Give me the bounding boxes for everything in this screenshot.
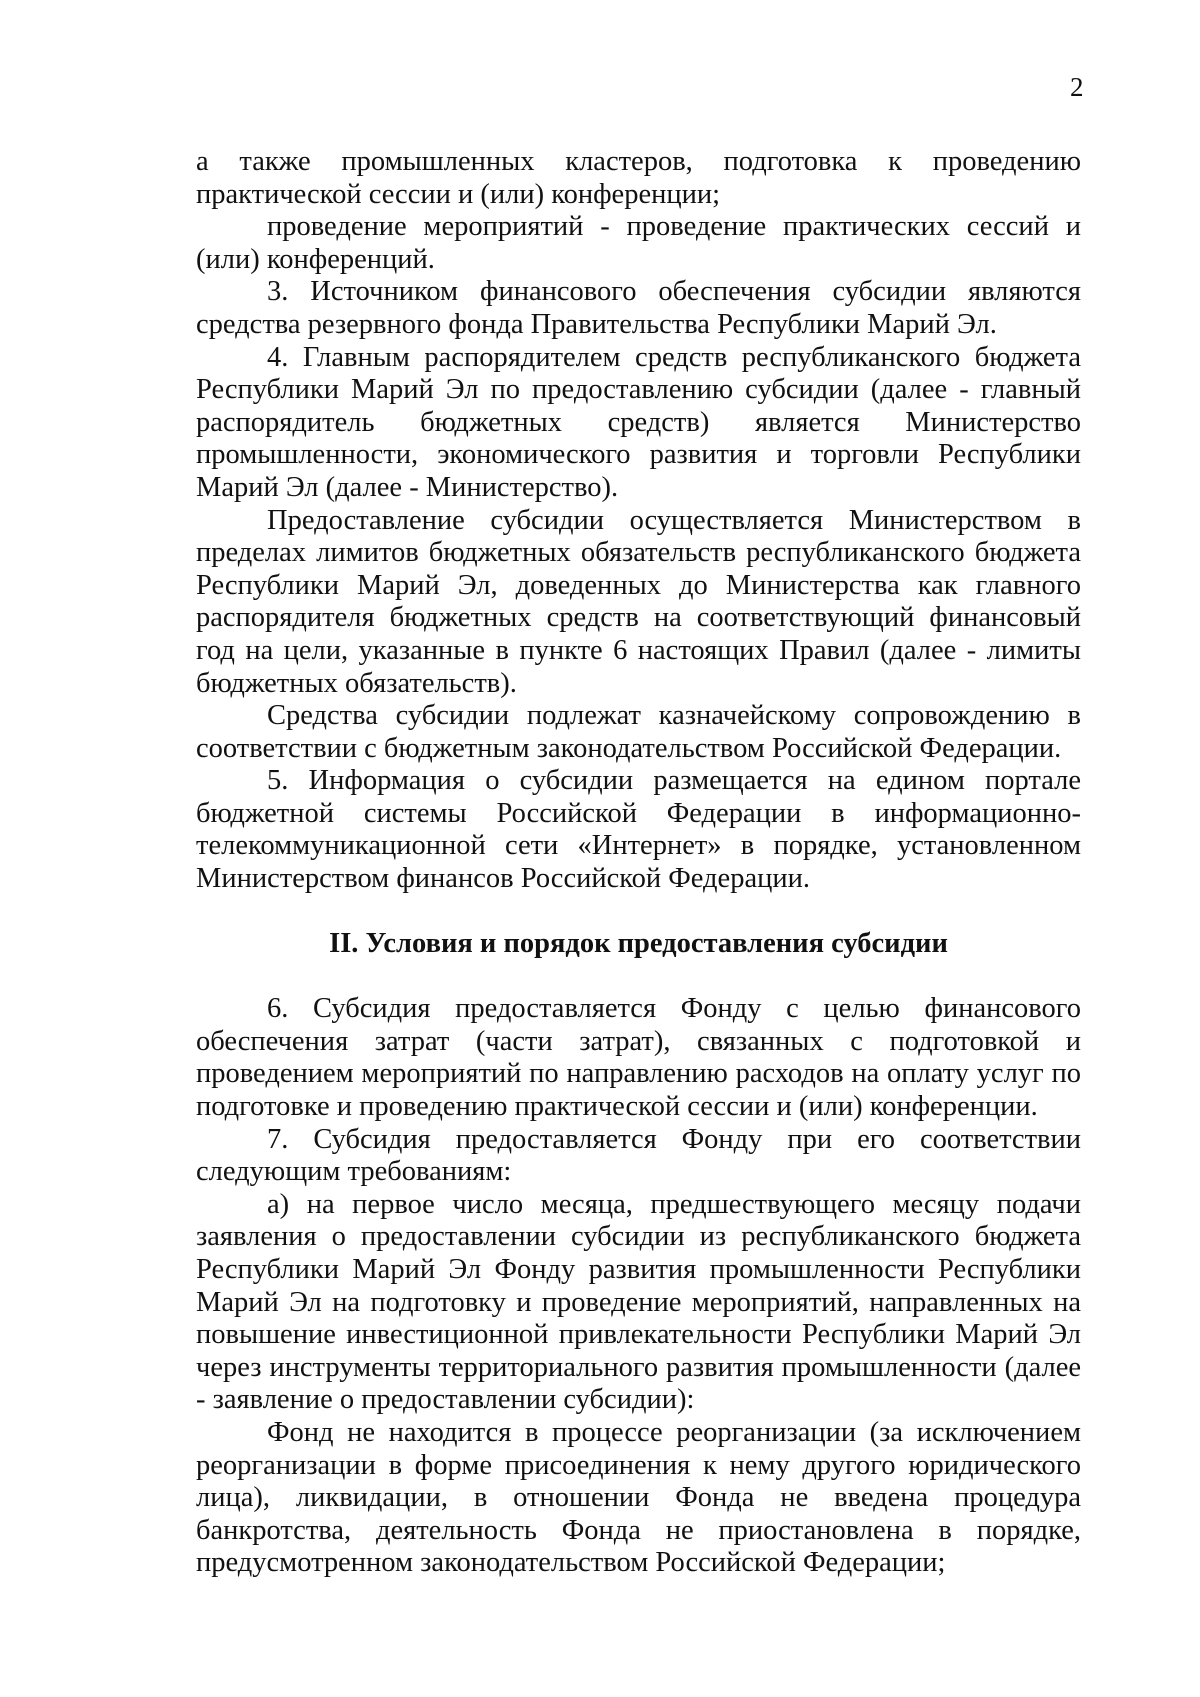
paragraph-item-6: 6. Субсидия предоставляется Фонду с целью финансового обеспечения затрат (части затрат), связанных с подготовкой и проведением мероприятий по направлению расходов на оплату услуг по подготовке и проведению практической сессии и (или) конференции. [196,993,1081,1123]
paragraph-item-7: 7. Субсидия предоставляется Фонду при его соответствии следующим требованиям: [196,1123,1081,1188]
section-heading: II. Условия и порядок предоставления субсидии [329,927,948,959]
paragraph-fund-status: Фонд не находится в процессе реорганизации (за исключением реорганизации в форме присоединения к нему другого юридического лица), ликвидации, в отношении Фонда не введена процедура банкротства, деятельность Фонда не приостановлена в порядке, предусмотренном законодательством Российской Федерации; [196,1416,1081,1579]
paragraph-continuation: а также промышленных кластеров, подготовка к проведению практической сессии и (или) конференции; [196,146,1081,210]
paragraph-treasury-support: Средства субсидии подлежат казначейскому сопровождению в соответствии с бюджетным законодательством Российской Федерации. [196,700,1081,764]
document-body [196,146,1081,1580]
page-number: 2 [1070,72,1084,102]
paragraph-subsidy-provision: Предоставление субсидии осуществляется Министерством в пределах лимитов бюджетных обязательств республиканского бюджета Республики Марий Эл, доведенных до Министерства как главного распорядителя бюджетных средств на соответствующий финансовый год на цели, указанные в пункте 6 настоящих Правил (далее - лимиты бюджетных обязательств). [196,504,1081,699]
paragraph-events-definition: проведение мероприятий - проведение практических сессий и (или) конференций. [196,211,1081,275]
paragraph-item-7a: а) на первое число месяца, предшествующего месяцу подачи заявления о предоставлении субсидии из республиканского бюджета Республики Марий Эл Фонду развития промышленности Республики Марий Эл на подготовку и проведение мероприятий, направленных на повышение инвестиционной привлекательности Республики Марий Эл через инструменты территориального развития промышленности (далее - заявление о предоставлении субсидии): [196,1188,1081,1416]
paragraph-item-5: 5. Информация о субсидии размещается на едином портале бюджетной системы Российской Федерации в информационно-телекоммуникационной сети «Интернет» в порядке, установленном Министерством финансов Российской Федерации. [196,765,1081,895]
paragraph-item-4: 4. Главным распорядителем средств республиканского бюджета Республики Марий Эл по предоставлению субсидии (далее - главный распорядитель бюджетных средств) является Министерство промышленности, экономического развития и торговли Республики Марий Эл (далее - Министерство). [196,341,1081,503]
paragraph-item-3: 3. Источником финансового обеспечения субсидии являются средства резервного фонда Правительства Республики Марий Эл. [196,276,1081,340]
